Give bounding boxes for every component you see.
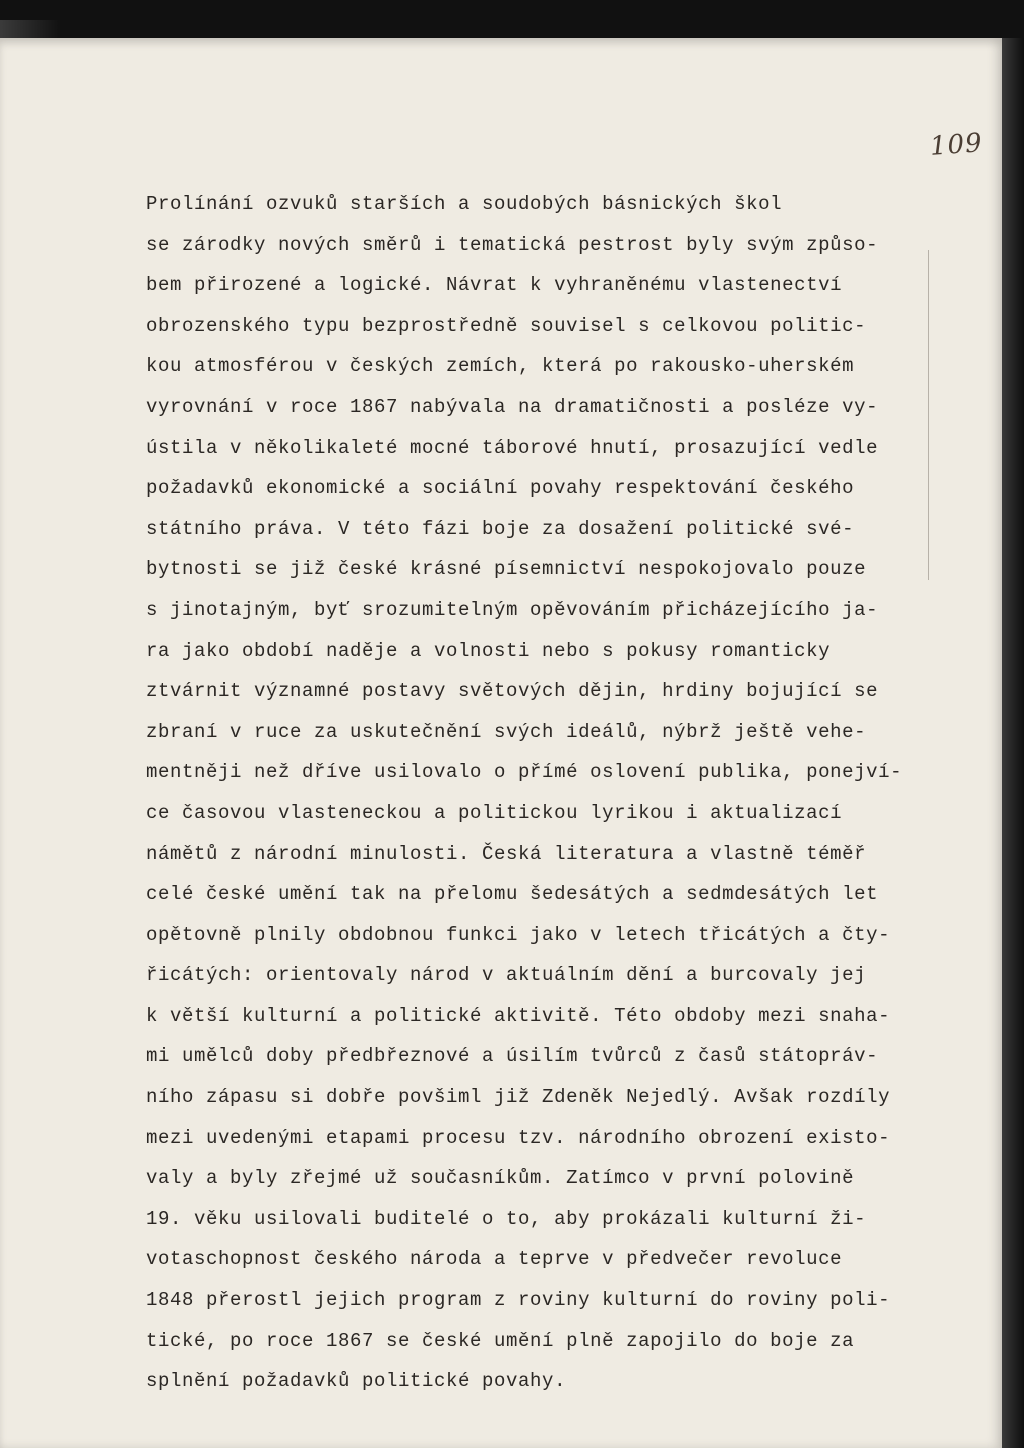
- text-line: mi umělců doby předbřeznové a úsilím tvůrců z časů státopráv-: [146, 1045, 879, 1068]
- text-line: obrozenského typu bezprostředně souvisel s celkovou politic-: [146, 314, 867, 337]
- text-line: státního práva. V této fázi boje za dosažení politické své-: [146, 517, 855, 540]
- text-line: votaschopnost českého národa a teprve v předvečer revoluce: [146, 1248, 843, 1271]
- scanner-top-edge: [0, 0, 1024, 38]
- text-line: opětovně plnily obdobnou funkci jako v letech třicátých a čty-: [146, 923, 891, 946]
- text-line: 19. věku usilovali buditelé o to, aby prokázali kulturní ži-: [146, 1207, 867, 1230]
- text-line: požadavků ekonomické a sociální povahy respektování českého: [146, 477, 855, 500]
- text-line: ního zápasu si dobře povšiml již Zdeněk Nejedlý. Avšak rozdíly: [146, 1086, 891, 1109]
- text-line: kou atmosférou v českých zemích, která po rakousko-uherském: [146, 355, 855, 378]
- text-line: řicátých: orientovaly národ v aktuálním dění a burcovaly jej: [146, 964, 867, 987]
- text-line: tické, po roce 1867 se české umění plně zapojilo do boje za: [146, 1329, 855, 1352]
- page-number: 109: [929, 128, 984, 162]
- text-line: zbraní v ruce za uskutečnění svých ideálů, nýbrž ještě vehe-: [146, 720, 867, 743]
- text-line: se zárodky nových směrů i tematická pestrost byly svým způso-: [146, 233, 879, 256]
- text-line: celé české umění tak na přelomu šedesátých a sedmdesátých let: [146, 883, 879, 906]
- text-line: 1848 přerostl jejich program z roviny kulturní do roviny poli-: [146, 1289, 891, 1312]
- text-line: ra jako období naděje a volnosti nebo s pokusy romanticky: [146, 639, 831, 662]
- scanner-right-edge: [1002, 38, 1024, 1448]
- text-line: mezi uvedenými etapami procesu tzv. národního obrození existo-: [146, 1126, 891, 1149]
- text-line: námětů z národní minulosti. Česká literatura a vlastně téměř: [146, 842, 867, 865]
- text-line: mentněji než dříve usilovalo o přímé oslovení publika, ponejví-: [146, 761, 903, 784]
- text-line: ztvárnit významné postavy světových dějin, hrdiny bojující se: [146, 680, 879, 703]
- text-line: valy a byly zřejmé už současníkům. Zatímco v první polovině: [146, 1167, 855, 1190]
- text-line: vyrovnání v roce 1867 nabývala na dramatičnosti a posléze vy-: [146, 395, 879, 418]
- text-line: bytnosti se již české krásné písemnictví nespokojovalo pouze: [146, 558, 867, 581]
- typewritten-text: [146, 184, 946, 1402]
- text-line: Prolínání ozvuků starších a soudobých básnických škol: [146, 193, 783, 215]
- text-line: ce časovou vlasteneckou a politickou lyrikou i aktualizací: [146, 801, 843, 824]
- text-line: splnění požadavků politické povahy.: [146, 1370, 567, 1393]
- text-line: ústila v několikaleté mocné táborové hnutí, prosazující vedle: [146, 436, 879, 459]
- text-line: k větší kulturní a politické aktivitě. Této obdoby mezi snaha-: [146, 1004, 891, 1027]
- text-line: bem přirozené a logické. Návrat k vyhraněnému vlastenectví: [146, 274, 843, 297]
- text-line: s jinotajným, byť srozumitelným opěvováním přicházejícího ja-: [146, 598, 879, 621]
